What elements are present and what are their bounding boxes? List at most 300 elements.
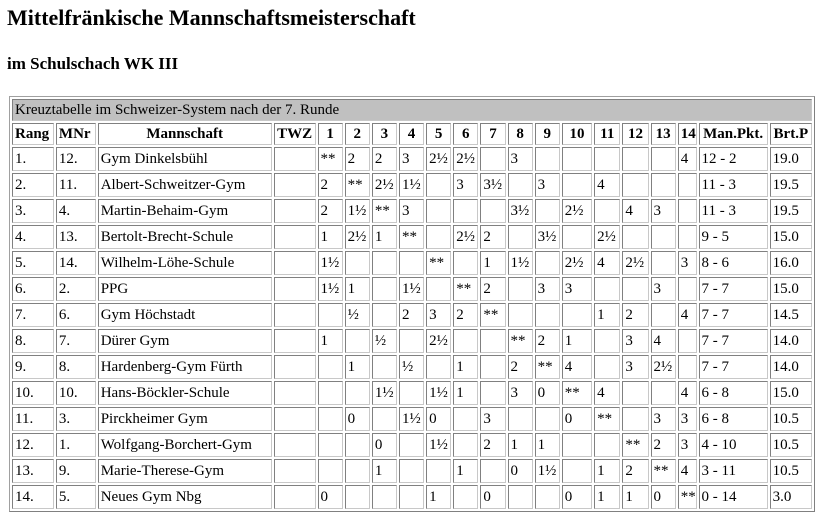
rank-cell: 2. [12, 173, 54, 197]
result-cell: 1 [372, 225, 397, 249]
result-cell [318, 303, 343, 327]
result-cell: 3 [535, 277, 560, 301]
result-cell: 1½ [535, 459, 560, 483]
rank-cell: 11. [12, 407, 54, 431]
result-cell: 2 [318, 173, 343, 197]
result-cell [622, 381, 648, 405]
result-cell [318, 355, 343, 379]
rank-cell: 3. [12, 199, 54, 223]
team-points-cell: 8 - 6 [699, 251, 768, 275]
result-cell [651, 225, 676, 249]
result-cell [372, 277, 397, 301]
team-number-cell: 7. [56, 329, 96, 353]
result-cell: 4 [622, 199, 648, 223]
result-cell: 1½ [399, 173, 424, 197]
result-cell: 0 [372, 433, 397, 457]
result-cell [399, 251, 424, 275]
result-cell: ½ [372, 329, 397, 353]
result-cell [318, 459, 343, 483]
result-cell: ** [318, 147, 343, 171]
result-cell [594, 329, 620, 353]
result-cell: 4 [594, 251, 620, 275]
result-cell: 3 [622, 329, 648, 353]
result-cell: ** [535, 355, 560, 379]
table-row [12, 277, 812, 301]
result-cell: 2 [622, 303, 648, 327]
result-cell [453, 485, 478, 509]
column-header: 13 [651, 123, 676, 145]
result-cell [678, 173, 697, 197]
result-cell [594, 199, 620, 223]
result-cell: 2½ [453, 147, 478, 171]
result-cell [399, 381, 424, 405]
twz-cell [274, 381, 316, 405]
result-cell: 4 [651, 329, 676, 353]
result-cell [399, 485, 424, 509]
result-cell [426, 355, 451, 379]
column-header: Man.Pkt. [699, 123, 768, 145]
twz-cell [274, 147, 316, 171]
twz-cell [274, 277, 316, 301]
result-cell: ** [594, 407, 620, 431]
result-cell: 4 [678, 147, 697, 171]
result-cell [622, 147, 648, 171]
rank-cell: 1. [12, 147, 54, 171]
result-cell: 0 [508, 459, 533, 483]
result-cell [594, 355, 620, 379]
result-cell [453, 407, 478, 431]
column-header: 2 [345, 123, 370, 145]
result-cell [345, 459, 370, 483]
result-cell: 2½ [426, 329, 451, 353]
table-row [12, 251, 812, 275]
result-cell [622, 225, 648, 249]
column-header: 3 [372, 123, 397, 145]
team-number-cell: 6. [56, 303, 96, 327]
result-cell [562, 173, 592, 197]
board-points-cell: 15.0 [770, 225, 812, 249]
result-cell [480, 147, 505, 171]
result-cell [453, 433, 478, 457]
team-name-cell: Gym Dinkelsbühl [98, 147, 272, 171]
result-cell [535, 199, 560, 223]
result-cell: ** [622, 433, 648, 457]
result-cell: 2 [535, 329, 560, 353]
result-cell [651, 173, 676, 197]
twz-cell [274, 251, 316, 275]
result-cell: 0 [345, 407, 370, 431]
result-cell: 1 [622, 485, 648, 509]
result-cell: ** [562, 381, 592, 405]
team-number-cell: 1. [56, 433, 96, 457]
result-cell [508, 277, 533, 301]
result-cell [594, 147, 620, 171]
team-points-cell: 6 - 8 [699, 407, 768, 431]
result-cell [594, 433, 620, 457]
result-cell [372, 303, 397, 327]
result-cell: 3 [651, 277, 676, 301]
result-cell: 0 [480, 485, 505, 509]
result-cell: 4 [678, 381, 697, 405]
result-cell [622, 277, 648, 301]
result-cell: 1½ [399, 277, 424, 301]
result-cell [426, 173, 451, 197]
result-cell: 1½ [426, 433, 451, 457]
team-points-cell: 7 - 7 [699, 355, 768, 379]
result-cell: 2 [480, 225, 505, 249]
result-cell [562, 459, 592, 483]
table-row [12, 485, 812, 509]
team-points-cell: 12 - 2 [699, 147, 768, 171]
team-points-cell: 11 - 3 [699, 199, 768, 223]
rank-cell: 5. [12, 251, 54, 275]
result-cell [678, 199, 697, 223]
column-header: 8 [508, 123, 533, 145]
result-cell: ½ [345, 303, 370, 327]
result-cell: ** [345, 173, 370, 197]
result-cell: 4 [562, 355, 592, 379]
twz-cell [274, 407, 316, 431]
result-cell [508, 407, 533, 431]
result-cell [678, 277, 697, 301]
team-number-cell: 13. [56, 225, 96, 249]
result-cell [508, 485, 533, 509]
result-cell [345, 329, 370, 353]
result-cell [678, 225, 697, 249]
table-row [12, 433, 812, 457]
result-cell: 2½ [562, 251, 592, 275]
column-header: Mannschaft [98, 123, 272, 145]
result-cell: 1 [562, 329, 592, 353]
team-points-cell: 11 - 3 [699, 173, 768, 197]
result-cell [453, 251, 478, 275]
result-cell [562, 147, 592, 171]
result-cell [535, 485, 560, 509]
team-name-cell: Wilhelm-Löhe-Schule [98, 251, 272, 275]
result-cell [453, 199, 478, 223]
table-row [12, 199, 812, 223]
team-name-cell: PPG [98, 277, 272, 301]
result-cell [651, 381, 676, 405]
team-points-cell: 7 - 7 [699, 277, 768, 301]
result-cell [535, 147, 560, 171]
result-cell: 1 [508, 433, 533, 457]
team-name-cell: Bertolt-Brecht-Schule [98, 225, 272, 249]
result-cell: 2 [399, 303, 424, 327]
page-subtitle: im Schulschach WK III [7, 54, 179, 73]
result-cell [651, 147, 676, 171]
result-cell: 2 [318, 199, 343, 223]
result-cell: 3½ [535, 225, 560, 249]
result-cell: 3 [651, 199, 676, 223]
result-cell [399, 433, 424, 457]
result-cell [372, 485, 397, 509]
team-name-cell: Wolfgang-Borchert-Gym [98, 433, 272, 457]
result-cell: 3 [678, 251, 697, 275]
team-number-cell: 5. [56, 485, 96, 509]
rank-cell: 8. [12, 329, 54, 353]
result-cell [345, 381, 370, 405]
result-cell: 1½ [372, 381, 397, 405]
result-cell: 2½ [426, 147, 451, 171]
result-cell: 3 [399, 199, 424, 223]
result-cell [508, 303, 533, 327]
column-header: MNr [56, 123, 96, 145]
column-header: 9 [535, 123, 560, 145]
result-cell [594, 277, 620, 301]
team-points-cell: 3 - 11 [699, 459, 768, 483]
result-cell [480, 459, 505, 483]
result-cell [372, 251, 397, 275]
result-cell [318, 407, 343, 431]
result-cell [399, 329, 424, 353]
result-cell: ½ [399, 355, 424, 379]
board-points-cell: 15.0 [770, 277, 812, 301]
twz-cell [274, 433, 316, 457]
result-cell: 1 [345, 355, 370, 379]
result-cell: 3 [426, 303, 451, 327]
team-name-cell: Hardenberg-Gym Fürth [98, 355, 272, 379]
result-cell: 4 [594, 173, 620, 197]
team-number-cell: 2. [56, 277, 96, 301]
team-number-cell: 12. [56, 147, 96, 171]
table-row [12, 225, 812, 249]
result-cell: ** [508, 329, 533, 353]
result-cell: 0 [562, 485, 592, 509]
result-cell [345, 485, 370, 509]
result-cell: ** [678, 485, 697, 509]
result-cell: 1 [453, 355, 478, 379]
column-header: 12 [622, 123, 648, 145]
result-cell: 1½ [426, 381, 451, 405]
result-cell: 3 [535, 173, 560, 197]
team-points-cell: 6 - 8 [699, 381, 768, 405]
rank-cell: 6. [12, 277, 54, 301]
result-cell [372, 407, 397, 431]
team-number-cell: 14. [56, 251, 96, 275]
result-cell: 2½ [651, 355, 676, 379]
result-cell: 3½ [480, 173, 505, 197]
result-cell: 2½ [594, 225, 620, 249]
result-cell [399, 459, 424, 483]
result-cell [345, 251, 370, 275]
board-points-cell: 3.0 [770, 485, 812, 509]
team-points-cell: 7 - 7 [699, 329, 768, 353]
table-row [12, 147, 812, 171]
twz-cell [274, 329, 316, 353]
result-cell: 1 [594, 303, 620, 327]
result-cell: 2 [480, 433, 505, 457]
result-cell: 3 [562, 277, 592, 301]
team-number-cell: 9. [56, 459, 96, 483]
result-cell: 4 [594, 381, 620, 405]
result-cell: 2 [622, 459, 648, 483]
result-cell: 2½ [372, 173, 397, 197]
result-cell [453, 329, 478, 353]
result-cell [426, 199, 451, 223]
result-cell: 0 [535, 381, 560, 405]
result-cell: 1 [318, 329, 343, 353]
column-header: Rang [12, 123, 54, 145]
result-cell: 1½ [508, 251, 533, 275]
board-points-cell: 19.5 [770, 173, 812, 197]
result-cell: 1½ [345, 199, 370, 223]
team-name-cell: Dürer Gym [98, 329, 272, 353]
rank-cell: 13. [12, 459, 54, 483]
result-cell [535, 303, 560, 327]
result-cell: 2 [508, 355, 533, 379]
result-cell: 3 [453, 173, 478, 197]
result-cell: 1 [345, 277, 370, 301]
board-points-cell: 14.5 [770, 303, 812, 327]
team-name-cell: Albert-Schweitzer-Gym [98, 173, 272, 197]
board-points-cell: 14.0 [770, 329, 812, 353]
result-cell [480, 199, 505, 223]
result-cell: 3 [508, 147, 533, 171]
column-header: 10 [562, 123, 592, 145]
result-cell [678, 329, 697, 353]
table-row [12, 459, 812, 483]
board-points-cell: 10.5 [770, 407, 812, 431]
twz-cell [274, 303, 316, 327]
team-number-cell: 11. [56, 173, 96, 197]
result-cell [426, 459, 451, 483]
result-cell: 3 [678, 407, 697, 431]
table-header-row [12, 123, 812, 145]
team-number-cell: 3. [56, 407, 96, 431]
column-header: 7 [480, 123, 505, 145]
result-cell: 2½ [453, 225, 478, 249]
column-header: 6 [453, 123, 478, 145]
result-cell: 4 [678, 459, 697, 483]
result-cell [562, 225, 592, 249]
result-cell [508, 173, 533, 197]
result-cell: 3½ [508, 199, 533, 223]
result-cell: 1 [318, 225, 343, 249]
result-cell [562, 433, 592, 457]
table-row [12, 407, 812, 431]
result-cell: 2 [372, 147, 397, 171]
table-row [12, 173, 812, 197]
board-points-cell: 19.0 [770, 147, 812, 171]
result-cell: 3 [399, 147, 424, 171]
result-cell: 4 [678, 303, 697, 327]
twz-cell [274, 225, 316, 249]
result-cell: 3 [651, 407, 676, 431]
column-header: 11 [594, 123, 620, 145]
result-cell: 1½ [318, 251, 343, 275]
result-cell [480, 381, 505, 405]
result-cell: 2 [480, 277, 505, 301]
column-header: 4 [399, 123, 424, 145]
result-cell: ** [372, 199, 397, 223]
result-cell: 0 [562, 407, 592, 431]
twz-cell [274, 173, 316, 197]
result-cell: ** [480, 303, 505, 327]
result-cell: 1 [535, 433, 560, 457]
rank-cell: 10. [12, 381, 54, 405]
page-title: Mittelfränkische Mannschaftsmeisterschaft [7, 5, 416, 30]
team-points-cell: 7 - 7 [699, 303, 768, 327]
result-cell [651, 303, 676, 327]
cross-table [9, 96, 815, 512]
team-name-cell: Marie-Therese-Gym [98, 459, 272, 483]
table-caption: Kreuztabelle im Schweizer-System nach der 7. Runde [12, 99, 812, 121]
twz-cell [274, 199, 316, 223]
result-cell [480, 355, 505, 379]
rank-cell: 4. [12, 225, 54, 249]
result-cell: 2 [651, 433, 676, 457]
result-cell: 1 [372, 459, 397, 483]
column-header: 1 [318, 123, 343, 145]
result-cell: ** [426, 251, 451, 275]
result-cell: 0 [318, 485, 343, 509]
result-cell: 1 [453, 381, 478, 405]
table-row [12, 355, 812, 379]
result-cell: 1 [594, 459, 620, 483]
result-cell: 0 [651, 485, 676, 509]
result-cell: 2 [453, 303, 478, 327]
column-header: 5 [426, 123, 451, 145]
table-row [12, 381, 812, 405]
board-points-cell: 10.5 [770, 433, 812, 457]
result-cell: 1 [480, 251, 505, 275]
result-cell [480, 329, 505, 353]
column-header: 14 [678, 123, 697, 145]
result-cell [651, 251, 676, 275]
result-cell: 1½ [318, 277, 343, 301]
board-points-cell: 15.0 [770, 381, 812, 405]
result-cell: 3 [508, 381, 533, 405]
rank-cell: 14. [12, 485, 54, 509]
board-points-cell: 14.0 [770, 355, 812, 379]
team-points-cell: 4 - 10 [699, 433, 768, 457]
result-cell [426, 277, 451, 301]
result-cell: 3 [678, 433, 697, 457]
rank-cell: 12. [12, 433, 54, 457]
result-cell [678, 355, 697, 379]
result-cell [562, 303, 592, 327]
rank-cell: 7. [12, 303, 54, 327]
board-points-cell: 19.5 [770, 199, 812, 223]
result-cell [508, 225, 533, 249]
team-number-cell: 4. [56, 199, 96, 223]
result-cell [318, 381, 343, 405]
result-cell [622, 173, 648, 197]
team-number-cell: 8. [56, 355, 96, 379]
result-cell: 2½ [562, 199, 592, 223]
result-cell [372, 355, 397, 379]
result-cell [622, 407, 648, 431]
result-cell [535, 407, 560, 431]
column-header: TWZ [274, 123, 316, 145]
team-name-cell: Pirckheimer Gym [98, 407, 272, 431]
team-name-cell: Gym Höchstadt [98, 303, 272, 327]
result-cell: ** [453, 277, 478, 301]
result-cell [426, 225, 451, 249]
result-cell: 2½ [345, 225, 370, 249]
column-header: Brt.P [770, 123, 812, 145]
twz-cell [274, 485, 316, 509]
result-cell: ** [399, 225, 424, 249]
table-row [12, 329, 812, 353]
result-cell: 0 [426, 407, 451, 431]
board-points-cell: 16.0 [770, 251, 812, 275]
team-points-cell: 0 - 14 [699, 485, 768, 509]
twz-cell [274, 459, 316, 483]
team-name-cell: Martin-Behaim-Gym [98, 199, 272, 223]
team-number-cell: 10. [56, 381, 96, 405]
